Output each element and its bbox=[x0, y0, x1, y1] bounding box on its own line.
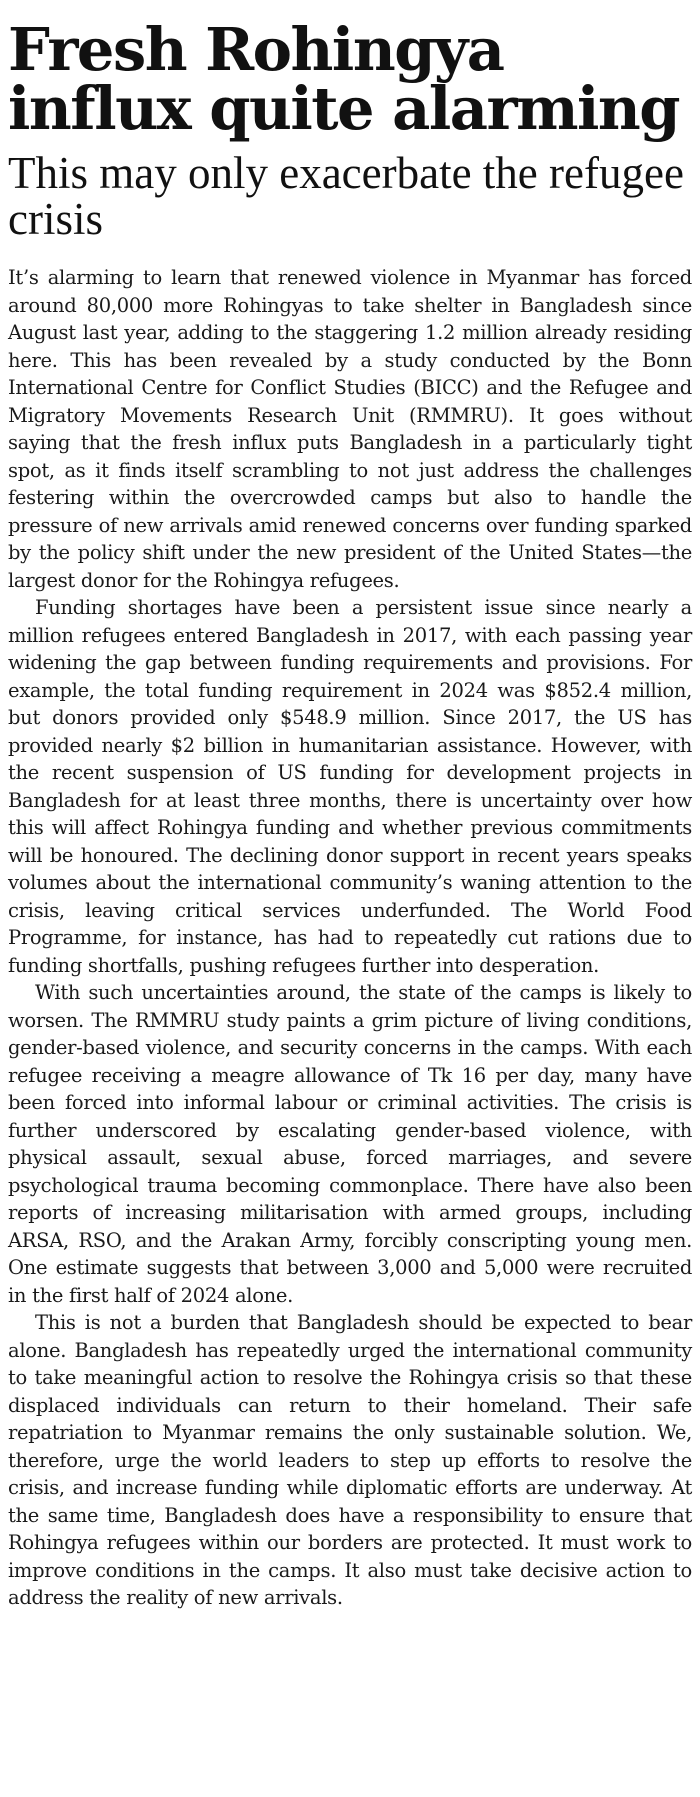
paragraph-1: It’s alarming to learn that renewed violence in Myanmar has forced around 80,000 more Rohingyas to take shelter in Bangladesh since August last year, adding to the staggering 1.2 million already residing here. This has been revealed by a study conducted by the Bonn International Centre for Conflict Studies (BICC) and the Refugee and Migratory Movements Research Unit (RMMRU). It goes without saying that the fresh influx puts Bangladesh in a particularly tight spot, as it finds itself scrambling to not just address the challenges festering within the overcrowded camps but also to handle the pressure of new arrivals amid renewed concerns over funding sparked by the policy shift under the new president of the United States—the largest donor for the Rohingya refugees. bbox=[8, 266, 692, 592]
headline: Fresh Rohingya influx quite alarming bbox=[8, 15, 680, 143]
paragraph-4: This is not a burden that Bangladesh should be expected to bear alone. Bangladesh has repeatedly urged the international community to take meaningful action to resolve the Rohingya crisis so that these displaced individuals can return to their homeland. Their safe repatriation to Myanmar remains the only sustainable solution. We, therefore, urge the world leaders to step up efforts to resolve the crisis, and increase funding while diplomatic efforts are underway. At the same time, Bangladesh does have a responsibility to ensure that Rohingya refugees within our borders are protected. It must work to improve conditions in the camps. It also must take decisive action to address the reality of new arrivals. bbox=[8, 1311, 692, 1609]
paragraph-2: Funding shortages have been a persistent issue since nearly a million refugees entered Bangladesh in 2017, with each passing year widening the gap between funding requirements and provisions. For example, the total funding requirement in 2024 was $852.4 million, but donors provided only $548.9 million. Since 2017, the US has provided nearly $2 billion in humanitarian assistance. However, with the recent suspension of US funding for development projects in Bangladesh for at least three months, there is uncertainty over how this will affect Rohingya funding and whether previous commitments will be honoured. The declining donor support in recent years speaks volumes about the international community’s waning attention to the crisis, leaving critical services underfunded. The World Food Programme, for instance, has had to repeatedly cut rations due to funding shortfalls, pushing refugees further into desperation. bbox=[8, 596, 692, 977]
article-body bbox=[8, 264, 692, 1612]
subheadline: This may only exacerbate the refugee crisis bbox=[8, 148, 684, 244]
paragraph-3: With such uncertainties around, the state of the camps is likely to worsen. The RMMRU study paints a grim picture of living conditions, gender-based violence, and security concerns in the camps. With each refugee receiving a meagre allowance of Tk 16 per day, many have been forced into informal labour or criminal activities. The crisis is further underscored by escalating gender-based violence, with physical assault, sexual abuse, forced marriages, and severe psychological trauma becoming commonplace. There have also been reports of increasing militarisation with armed groups, including ARSA, RSO, and the Arakan Army, forcibly conscripting young men. One estimate suggests that between 3,000 and 5,000 were recruited in the first half of 2024 alone. bbox=[8, 981, 692, 1307]
editorial-article bbox=[8, 15, 692, 1612]
